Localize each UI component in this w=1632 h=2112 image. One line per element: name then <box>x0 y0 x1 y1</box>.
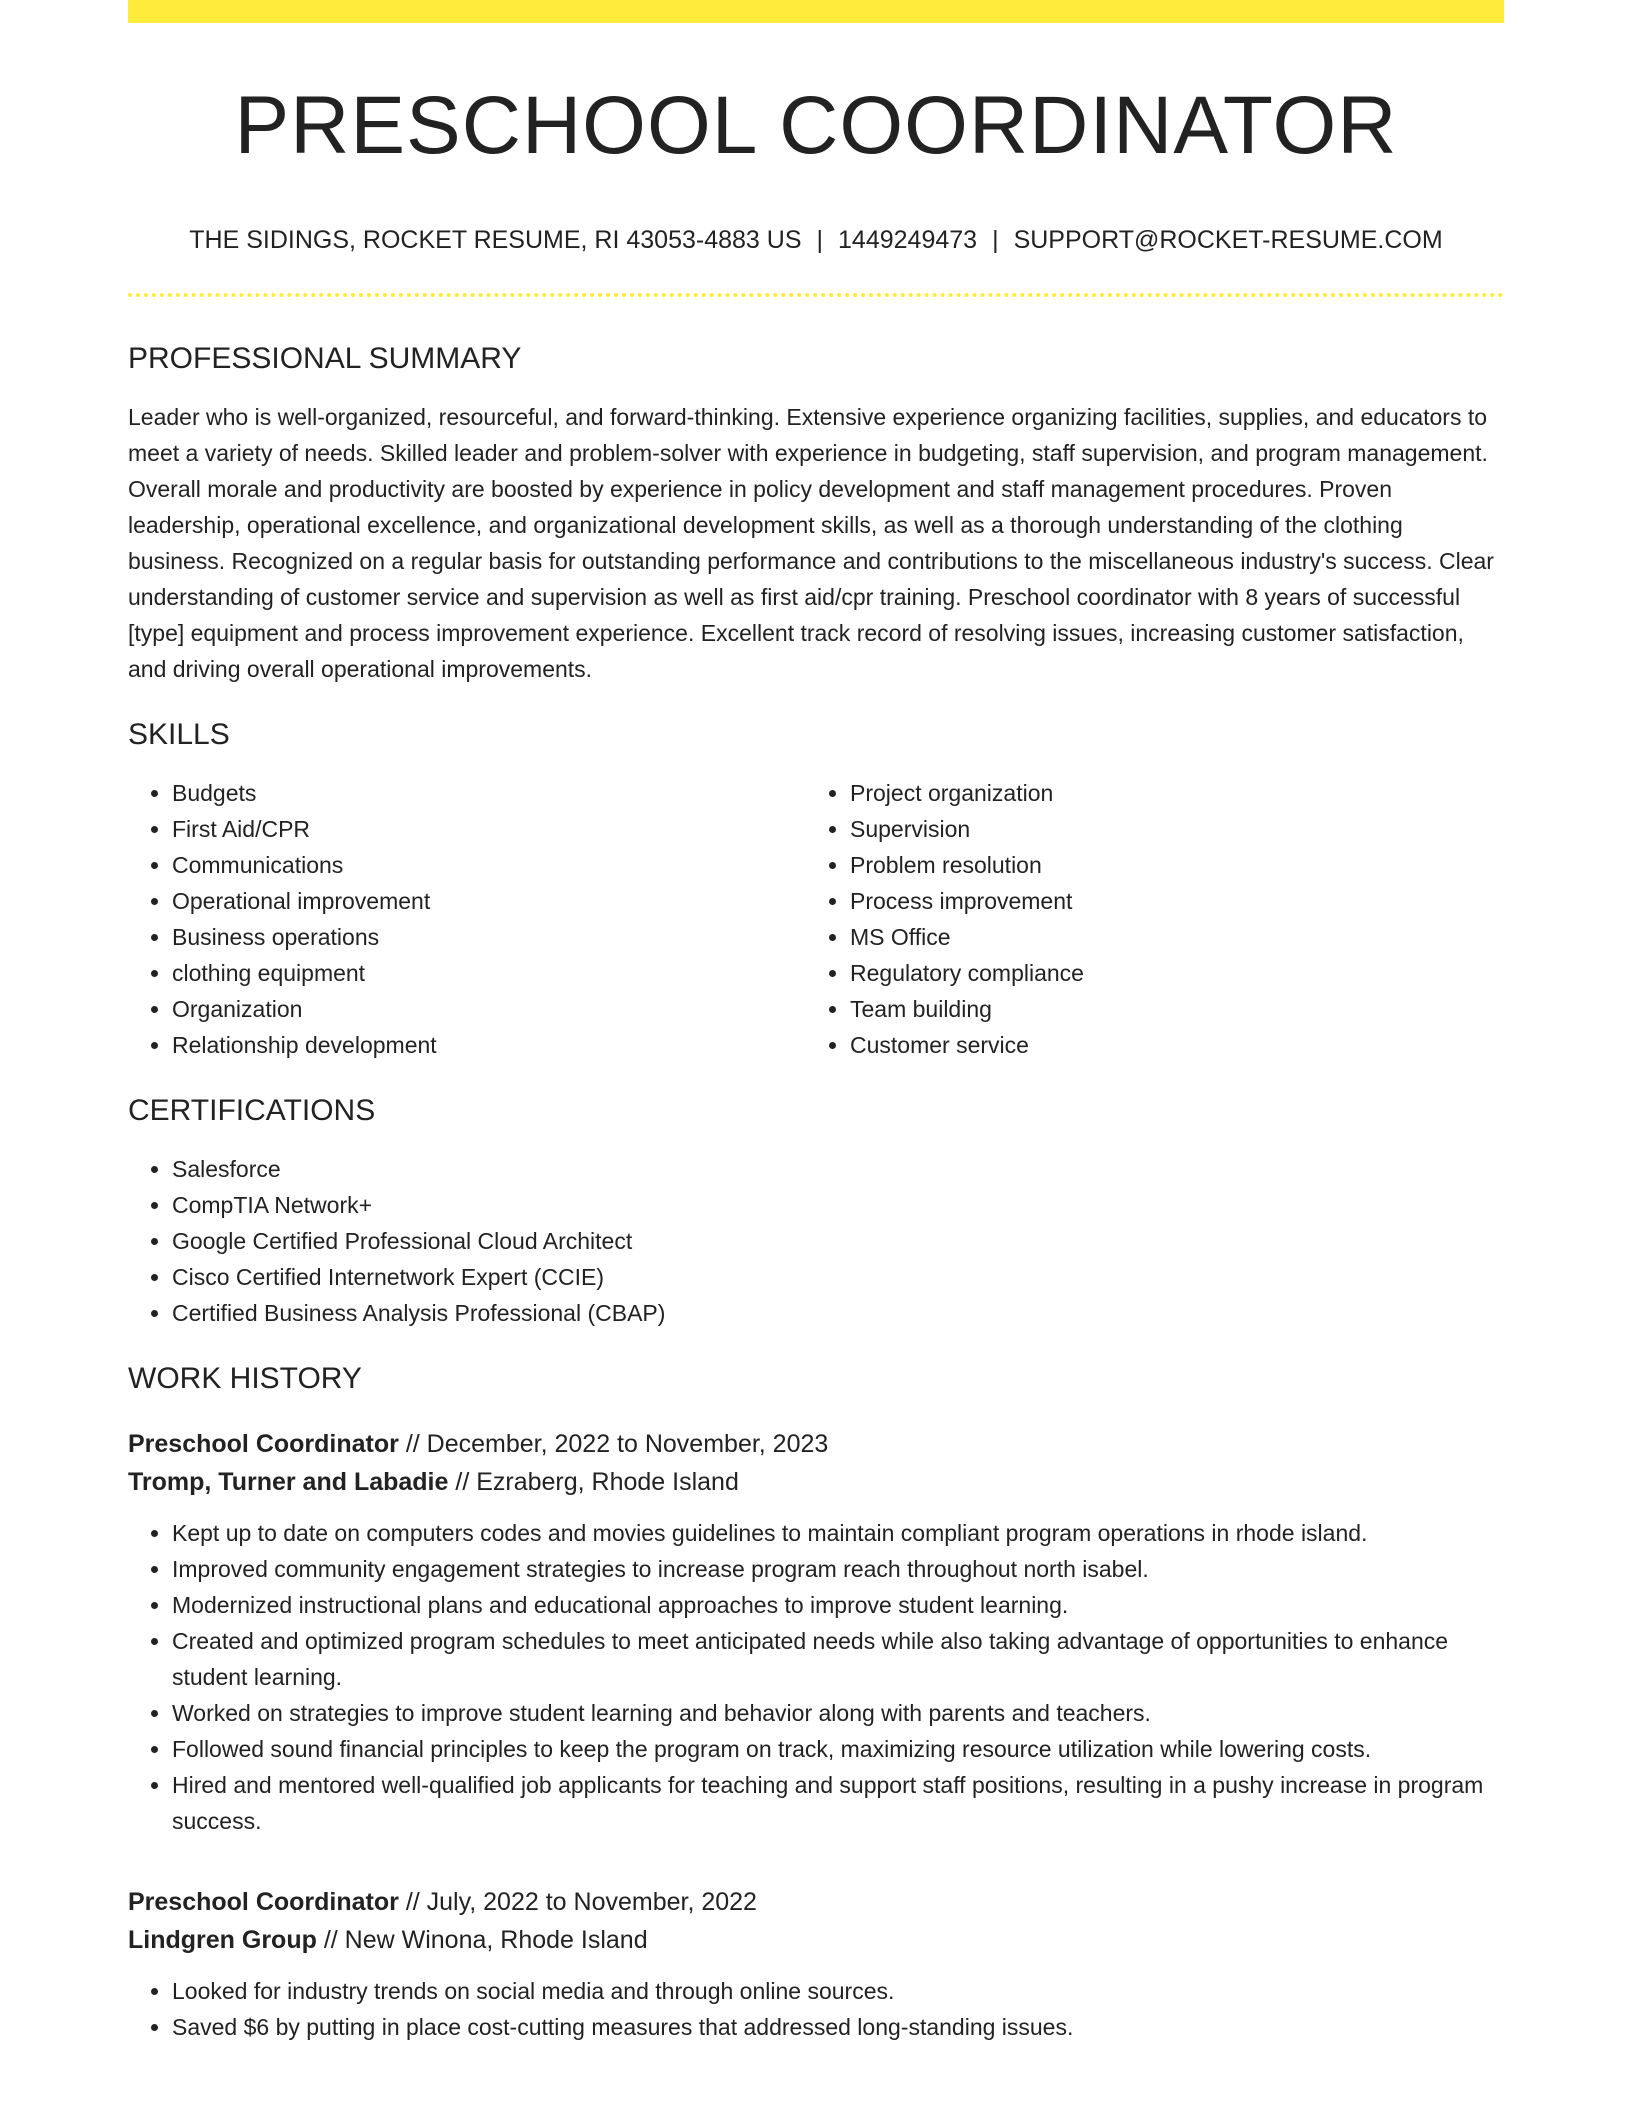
skill-item: • Project organization <box>850 775 1484 811</box>
job-location: // Ezraberg, Rhode Island <box>448 1468 739 1496</box>
certification-item: • Certified Business Analysis Professional (CBAP) <box>172 1295 1504 1331</box>
job-bullet: • Looked for industry trends on social media and through online sources. <box>172 1973 1504 2009</box>
skill-item: • First Aid/CPR <box>172 811 806 847</box>
job-bullets <box>128 1973 1504 2045</box>
skill-item: • Customer service <box>850 1027 1484 1063</box>
job-company-line <box>128 1463 1504 1501</box>
summary-text: Leader who is well-organized, resourceful, and forward-thinking. Extensive experience organizing facilities, supplies, and educators to meet a variety of needs. Skilled leader and problem-solver with experience in budgeting, staff supervision, and program management. Overall morale and productivity are boosted by experience in policy development and staff management procedures. Proven leadership, operational excellence, and organizational development skills, as well as a thorough understanding of the clothing business. Recognized on a regular basis for outstanding performance and contributions to the miscellaneous industry's success. Clear understanding of customer service and supervision as well as first aid/cpr training. Preschool coordinator with 8 years of successful [type] equipment and process improvement experience. Excellent track record of resolving issues, increasing customer satisfaction, and driving overall operational improvements. <box>128 404 1494 682</box>
skills-list-left <box>128 775 806 1063</box>
certification-item: • CompTIA Network+ <box>172 1187 1504 1223</box>
contact-phone[interactable]: 1449249473 <box>838 226 978 254</box>
work-history-heading: WORK HISTORY <box>128 1362 362 1395</box>
dotted-divider <box>128 293 1504 297</box>
job-location: // New Winona, Rhode Island <box>316 1926 648 1954</box>
job-bullet: • Worked on strategies to improve student learning and behavior along with parents and teachers. <box>172 1695 1504 1731</box>
job-entry <box>128 1425 1504 1839</box>
job-bullet: • Improved community engagement strategies to increase program reach throughout north isabel. <box>172 1551 1504 1587</box>
job-entry <box>128 1883 1504 2045</box>
skill-item: • Business operations <box>172 919 806 955</box>
job-bullet: • Saved $6 by putting in place cost-cutting measures that addressed long-standing issues. <box>172 2009 1504 2045</box>
resume-page <box>128 0 1504 2045</box>
skill-item: • Communications <box>172 847 806 883</box>
skills-section <box>128 717 1504 1063</box>
job-role: Preschool Coordinator <box>128 1888 399 1916</box>
job-company: Lindgren Group <box>128 1926 317 1954</box>
job-title-line <box>128 1425 1504 1463</box>
work-history-section <box>128 1361 1504 2045</box>
skills-heading: SKILLS <box>128 718 230 751</box>
contact-email[interactable]: SUPPORT@ROCKET-RESUME.COM <box>1013 226 1443 254</box>
summary-section <box>128 341 1504 687</box>
job-bullets <box>128 1515 1504 1839</box>
skill-item: • Organization <box>172 991 806 1027</box>
certifications-list <box>128 1151 1504 1331</box>
page-title: PRESCHOOL COORDINATOR <box>234 80 1398 171</box>
certifications-heading: CERTIFICATIONS <box>128 1094 376 1127</box>
skill-item: • Operational improvement <box>172 883 806 919</box>
certification-item: • Cisco Certified Internetwork Expert (CCIE) <box>172 1259 1504 1295</box>
skill-item: • Regulatory compliance <box>850 955 1484 991</box>
job-bullet: • Modernized instructional plans and educational approaches to improve student learning. <box>172 1587 1504 1623</box>
contact-separator: | <box>816 226 824 254</box>
skill-item: • MS Office <box>850 919 1484 955</box>
job-role: Preschool Coordinator <box>128 1430 399 1458</box>
summary-heading: PROFESSIONAL SUMMARY <box>128 342 522 375</box>
certification-item: • Google Certified Professional Cloud Architect <box>172 1223 1504 1259</box>
job-bullet: • Hired and mentored well-qualified job applicants for teaching and support staff positions, resulting in a pushy increase in program success. <box>172 1767 1504 1839</box>
top-accent-bar <box>128 0 1504 23</box>
certification-item: • Salesforce <box>172 1151 1504 1187</box>
skill-item: • Supervision <box>850 811 1484 847</box>
job-dates: // December, 2022 to November, 2023 <box>398 1430 829 1458</box>
skill-item: • clothing equipment <box>172 955 806 991</box>
contact-address: THE SIDINGS, ROCKET RESUME, RI 43053-4883 US <box>189 226 802 254</box>
skills-list-right <box>806 775 1484 1063</box>
skill-item: • Budgets <box>172 775 806 811</box>
contact-separator: | <box>992 226 999 254</box>
skills-columns <box>128 775 1504 1063</box>
certifications-section <box>128 1093 1504 1331</box>
skill-item: • Team building <box>850 991 1484 1027</box>
job-title-line <box>128 1883 1504 1921</box>
job-bullet: • Kept up to date on computers codes and movies guidelines to maintain compliant program operations in rhode island. <box>172 1515 1504 1551</box>
skill-item: • Process improvement <box>850 883 1484 919</box>
contact-line <box>128 225 1504 255</box>
skill-item: • Relationship development <box>172 1027 806 1063</box>
job-company: Tromp, Turner and Labadie <box>128 1468 449 1496</box>
job-bullet: • Created and optimized program schedules to meet anticipated needs while also taking advantage of opportunities to enhance student learning. <box>172 1623 1504 1695</box>
job-bullet: • Followed sound financial principles to keep the program on track, maximizing resource utilization while lowering costs. <box>172 1731 1504 1767</box>
job-dates: // July, 2022 to November, 2022 <box>398 1888 757 1916</box>
job-company-line <box>128 1921 1504 1959</box>
skill-item: • Problem resolution <box>850 847 1484 883</box>
